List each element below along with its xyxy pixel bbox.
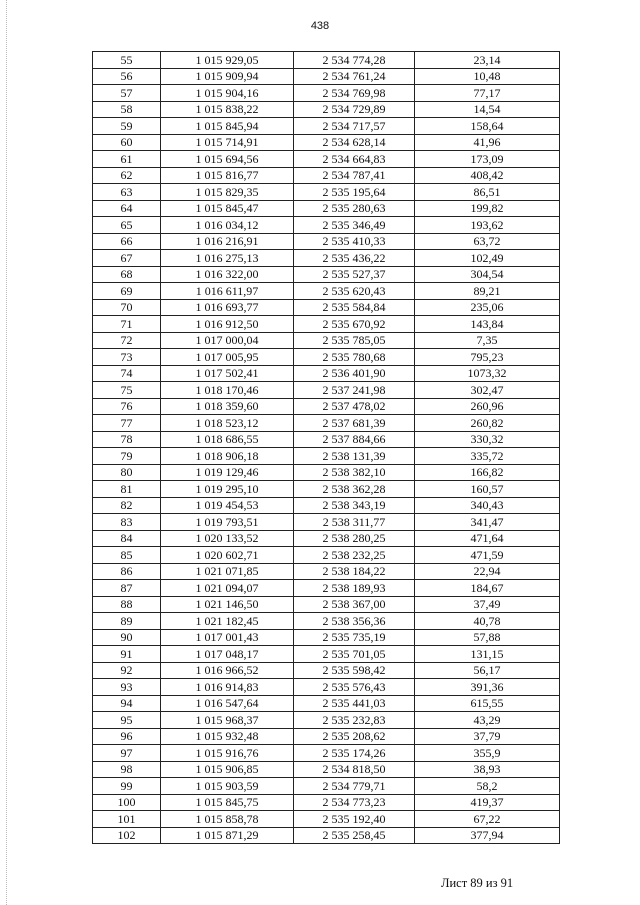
point-number-cell: 101 [93, 811, 161, 828]
table-row [93, 629, 560, 646]
distance-cell: 173,09 [415, 151, 560, 168]
point-number-cell: 96 [93, 728, 161, 745]
x-coordinate-cell: 1 021 146,50 [161, 596, 294, 613]
y-coordinate-cell: 2 534 628,14 [294, 134, 415, 151]
x-coordinate-cell: 1 015 904,16 [161, 85, 294, 102]
distance-cell: 63,72 [415, 233, 560, 250]
point-number-cell: 85 [93, 547, 161, 564]
table-row [93, 431, 560, 448]
coordinates-table-body [93, 52, 560, 844]
y-coordinate-cell: 2 534 761,24 [294, 68, 415, 85]
point-number-cell: 73 [93, 349, 161, 366]
distance-cell: 89,21 [415, 283, 560, 300]
point-number-cell: 55 [93, 52, 161, 69]
point-number-cell: 65 [93, 217, 161, 234]
distance-cell: 1073,32 [415, 365, 560, 382]
y-coordinate-cell: 2 534 779,71 [294, 778, 415, 795]
distance-cell: 56,17 [415, 662, 560, 679]
y-coordinate-cell: 2 538 311,77 [294, 514, 415, 531]
x-coordinate-cell: 1 015 845,94 [161, 118, 294, 135]
y-coordinate-cell: 2 535 620,43 [294, 283, 415, 300]
point-number-cell: 62 [93, 167, 161, 184]
point-number-cell: 89 [93, 613, 161, 630]
x-coordinate-cell: 1 017 001,43 [161, 629, 294, 646]
x-coordinate-cell: 1 015 714,91 [161, 134, 294, 151]
point-number-cell: 80 [93, 464, 161, 481]
table-row [93, 728, 560, 745]
distance-cell: 471,59 [415, 547, 560, 564]
distance-cell: 391,36 [415, 679, 560, 696]
table-row [93, 167, 560, 184]
point-number-cell: 94 [93, 695, 161, 712]
y-coordinate-cell: 2 538 189,93 [294, 580, 415, 597]
table-row [93, 662, 560, 679]
table-row [93, 52, 560, 69]
distance-cell: 184,67 [415, 580, 560, 597]
point-number-cell: 81 [93, 481, 161, 498]
y-coordinate-cell: 2 534 717,57 [294, 118, 415, 135]
distance-cell: 7,35 [415, 332, 560, 349]
y-coordinate-cell: 2 535 232,83 [294, 712, 415, 729]
point-number-cell: 86 [93, 563, 161, 580]
table-row [93, 580, 560, 597]
x-coordinate-cell: 1 018 523,12 [161, 415, 294, 432]
y-coordinate-cell: 2 538 131,39 [294, 448, 415, 465]
x-coordinate-cell: 1 016 322,00 [161, 266, 294, 283]
x-coordinate-cell: 1 021 094,07 [161, 580, 294, 597]
x-coordinate-cell: 1 015 838,22 [161, 101, 294, 118]
x-coordinate-cell: 1 015 829,35 [161, 184, 294, 201]
point-number-cell: 59 [93, 118, 161, 135]
point-number-cell: 67 [93, 250, 161, 267]
point-number-cell: 76 [93, 398, 161, 415]
y-coordinate-cell: 2 538 382,10 [294, 464, 415, 481]
x-coordinate-cell: 1 016 275,13 [161, 250, 294, 267]
x-coordinate-cell: 1 015 932,48 [161, 728, 294, 745]
point-number-cell: 100 [93, 794, 161, 811]
table-row [93, 217, 560, 234]
table-row [93, 695, 560, 712]
point-number-cell: 88 [93, 596, 161, 613]
distance-cell: 330,32 [415, 431, 560, 448]
distance-cell: 304,54 [415, 266, 560, 283]
table-row [93, 530, 560, 547]
y-coordinate-cell: 2 535 780,68 [294, 349, 415, 366]
distance-cell: 615,55 [415, 695, 560, 712]
y-coordinate-cell: 2 535 208,62 [294, 728, 415, 745]
table-row [93, 712, 560, 729]
x-coordinate-cell: 1 016 912,50 [161, 316, 294, 333]
x-coordinate-cell: 1 019 295,10 [161, 481, 294, 498]
distance-cell: 302,47 [415, 382, 560, 399]
coordinates-table [92, 51, 560, 844]
y-coordinate-cell: 2 538 343,19 [294, 497, 415, 514]
point-number-cell: 97 [93, 745, 161, 762]
table-row [93, 332, 560, 349]
x-coordinate-cell: 1 015 906,85 [161, 761, 294, 778]
distance-cell: 143,84 [415, 316, 560, 333]
distance-cell: 37,49 [415, 596, 560, 613]
x-coordinate-cell: 1 019 454,53 [161, 497, 294, 514]
table-row [93, 563, 560, 580]
point-number-cell: 70 [93, 299, 161, 316]
table-row [93, 151, 560, 168]
y-coordinate-cell: 2 535 410,33 [294, 233, 415, 250]
point-number-cell: 90 [93, 629, 161, 646]
y-coordinate-cell: 2 538 232,25 [294, 547, 415, 564]
y-coordinate-cell: 2 534 769,98 [294, 85, 415, 102]
table-row [93, 365, 560, 382]
distance-cell: 235,06 [415, 299, 560, 316]
point-number-cell: 68 [93, 266, 161, 283]
distance-cell: 22,94 [415, 563, 560, 580]
distance-cell: 166,82 [415, 464, 560, 481]
point-number-cell: 91 [93, 646, 161, 663]
distance-cell: 377,94 [415, 827, 560, 844]
sheet-footer: Лист 89 из 91 [441, 876, 514, 890]
point-number-cell: 58 [93, 101, 161, 118]
table-row [93, 646, 560, 663]
point-number-cell: 63 [93, 184, 161, 201]
point-number-cell: 99 [93, 778, 161, 795]
table-row [93, 200, 560, 217]
y-coordinate-cell: 2 535 346,49 [294, 217, 415, 234]
y-coordinate-cell: 2 536 401,90 [294, 365, 415, 382]
table-row [93, 514, 560, 531]
table-row [93, 266, 560, 283]
distance-cell: 471,64 [415, 530, 560, 547]
distance-cell: 86,51 [415, 184, 560, 201]
x-coordinate-cell: 1 020 133,52 [161, 530, 294, 547]
table-row [93, 547, 560, 564]
y-coordinate-cell: 2 538 280,25 [294, 530, 415, 547]
distance-cell: 58,2 [415, 778, 560, 795]
x-coordinate-cell: 1 018 906,18 [161, 448, 294, 465]
x-coordinate-cell: 1 016 966,52 [161, 662, 294, 679]
distance-cell: 37,79 [415, 728, 560, 745]
distance-cell: 23,14 [415, 52, 560, 69]
y-coordinate-cell: 2 535 576,43 [294, 679, 415, 696]
y-coordinate-cell: 2 535 701,05 [294, 646, 415, 663]
x-coordinate-cell: 1 015 858,78 [161, 811, 294, 828]
table-row [93, 85, 560, 102]
distance-cell: 795,23 [415, 349, 560, 366]
distance-cell: 40,78 [415, 613, 560, 630]
distance-cell: 160,57 [415, 481, 560, 498]
x-coordinate-cell: 1 019 129,46 [161, 464, 294, 481]
y-coordinate-cell: 2 534 818,50 [294, 761, 415, 778]
x-coordinate-cell: 1 018 686,55 [161, 431, 294, 448]
distance-cell: 10,48 [415, 68, 560, 85]
point-number-cell: 61 [93, 151, 161, 168]
x-coordinate-cell: 1 015 968,37 [161, 712, 294, 729]
y-coordinate-cell: 2 534 773,23 [294, 794, 415, 811]
y-coordinate-cell: 2 535 192,40 [294, 811, 415, 828]
distance-cell: 38,93 [415, 761, 560, 778]
y-coordinate-cell: 2 535 280,63 [294, 200, 415, 217]
y-coordinate-cell: 2 537 681,39 [294, 415, 415, 432]
point-number-cell: 79 [93, 448, 161, 465]
y-coordinate-cell: 2 535 670,92 [294, 316, 415, 333]
table-row [93, 464, 560, 481]
x-coordinate-cell: 1 021 071,85 [161, 563, 294, 580]
distance-cell: 199,82 [415, 200, 560, 217]
point-number-cell: 82 [93, 497, 161, 514]
point-number-cell: 57 [93, 85, 161, 102]
y-coordinate-cell: 2 535 785,05 [294, 332, 415, 349]
y-coordinate-cell: 2 535 527,37 [294, 266, 415, 283]
point-number-cell: 64 [93, 200, 161, 217]
point-number-cell: 69 [93, 283, 161, 300]
x-coordinate-cell: 1 016 914,83 [161, 679, 294, 696]
x-coordinate-cell: 1 016 216,91 [161, 233, 294, 250]
point-number-cell: 71 [93, 316, 161, 333]
point-number-cell: 95 [93, 712, 161, 729]
point-number-cell: 87 [93, 580, 161, 597]
point-number-cell: 84 [93, 530, 161, 547]
x-coordinate-cell: 1 017 005,95 [161, 349, 294, 366]
table-row [93, 101, 560, 118]
distance-cell: 57,88 [415, 629, 560, 646]
x-coordinate-cell: 1 019 793,51 [161, 514, 294, 531]
y-coordinate-cell: 2 538 356,36 [294, 613, 415, 630]
distance-cell: 14,54 [415, 101, 560, 118]
y-coordinate-cell: 2 534 787,41 [294, 167, 415, 184]
point-number-cell: 92 [93, 662, 161, 679]
distance-cell: 408,42 [415, 167, 560, 184]
x-coordinate-cell: 1 015 845,75 [161, 794, 294, 811]
table-row [93, 283, 560, 300]
point-number-cell: 60 [93, 134, 161, 151]
y-coordinate-cell: 2 537 241,98 [294, 382, 415, 399]
point-number-cell: 72 [93, 332, 161, 349]
x-coordinate-cell: 1 017 000,04 [161, 332, 294, 349]
y-coordinate-cell: 2 538 184,22 [294, 563, 415, 580]
point-number-cell: 66 [93, 233, 161, 250]
table-row [93, 497, 560, 514]
point-number-cell: 75 [93, 382, 161, 399]
distance-cell: 419,37 [415, 794, 560, 811]
table-row [93, 761, 560, 778]
table-row [93, 299, 560, 316]
y-coordinate-cell: 2 538 362,28 [294, 481, 415, 498]
table-row [93, 613, 560, 630]
point-number-cell: 77 [93, 415, 161, 432]
table-row [93, 596, 560, 613]
x-coordinate-cell: 1 018 170,46 [161, 382, 294, 399]
table-row [93, 794, 560, 811]
x-coordinate-cell: 1 016 547,64 [161, 695, 294, 712]
table-row [93, 481, 560, 498]
x-coordinate-cell: 1 015 909,94 [161, 68, 294, 85]
point-number-cell: 78 [93, 431, 161, 448]
point-number-cell: 102 [93, 827, 161, 844]
x-coordinate-cell: 1 016 034,12 [161, 217, 294, 234]
table-row [93, 398, 560, 415]
table-row [93, 679, 560, 696]
x-coordinate-cell: 1 016 693,77 [161, 299, 294, 316]
distance-cell: 131,15 [415, 646, 560, 663]
distance-cell: 77,17 [415, 85, 560, 102]
point-number-cell: 93 [93, 679, 161, 696]
table-row [93, 448, 560, 465]
y-coordinate-cell: 2 538 367,00 [294, 596, 415, 613]
point-number-cell: 98 [93, 761, 161, 778]
table-row [93, 118, 560, 135]
point-number-cell: 83 [93, 514, 161, 531]
distance-cell: 193,62 [415, 217, 560, 234]
y-coordinate-cell: 2 535 735,19 [294, 629, 415, 646]
x-coordinate-cell: 1 015 929,05 [161, 52, 294, 69]
distance-cell: 41,96 [415, 134, 560, 151]
x-coordinate-cell: 1 017 502,41 [161, 365, 294, 382]
x-coordinate-cell: 1 015 694,56 [161, 151, 294, 168]
point-number-cell: 74 [93, 365, 161, 382]
y-coordinate-cell: 2 537 884,66 [294, 431, 415, 448]
x-coordinate-cell: 1 015 816,77 [161, 167, 294, 184]
y-coordinate-cell: 2 535 258,45 [294, 827, 415, 844]
distance-cell: 355,9 [415, 745, 560, 762]
table-row [93, 233, 560, 250]
table-row [93, 316, 560, 333]
x-coordinate-cell: 1 015 845,47 [161, 200, 294, 217]
y-coordinate-cell: 2 534 774,28 [294, 52, 415, 69]
distance-cell: 102,49 [415, 250, 560, 267]
x-coordinate-cell: 1 015 916,76 [161, 745, 294, 762]
distance-cell: 260,96 [415, 398, 560, 415]
left-margin-line [6, 0, 7, 905]
y-coordinate-cell: 2 535 441,03 [294, 695, 415, 712]
distance-cell: 260,82 [415, 415, 560, 432]
x-coordinate-cell: 1 020 602,71 [161, 547, 294, 564]
x-coordinate-cell: 1 015 871,29 [161, 827, 294, 844]
distance-cell: 67,22 [415, 811, 560, 828]
distance-cell: 43,29 [415, 712, 560, 729]
y-coordinate-cell: 2 535 584,84 [294, 299, 415, 316]
x-coordinate-cell: 1 015 903,59 [161, 778, 294, 795]
table-row [93, 68, 560, 85]
y-coordinate-cell: 2 535 436,22 [294, 250, 415, 267]
table-row [93, 184, 560, 201]
distance-cell: 340,43 [415, 497, 560, 514]
x-coordinate-cell: 1 017 048,17 [161, 646, 294, 663]
x-coordinate-cell: 1 018 359,60 [161, 398, 294, 415]
y-coordinate-cell: 2 534 729,89 [294, 101, 415, 118]
table-row [93, 811, 560, 828]
table-row [93, 745, 560, 762]
distance-cell: 341,47 [415, 514, 560, 531]
table-row [93, 778, 560, 795]
y-coordinate-cell: 2 537 478,02 [294, 398, 415, 415]
y-coordinate-cell: 2 534 664,83 [294, 151, 415, 168]
distance-cell: 158,64 [415, 118, 560, 135]
table-row [93, 349, 560, 366]
y-coordinate-cell: 2 535 195,64 [294, 184, 415, 201]
table-row [93, 134, 560, 151]
table-row [93, 827, 560, 844]
y-coordinate-cell: 2 535 598,42 [294, 662, 415, 679]
x-coordinate-cell: 1 016 611,97 [161, 283, 294, 300]
distance-cell: 335,72 [415, 448, 560, 465]
table-row [93, 250, 560, 267]
y-coordinate-cell: 2 535 174,26 [294, 745, 415, 762]
x-coordinate-cell: 1 021 182,45 [161, 613, 294, 630]
table-row [93, 415, 560, 432]
page-number: 438 [310, 20, 330, 32]
point-number-cell: 56 [93, 68, 161, 85]
table-row [93, 382, 560, 399]
